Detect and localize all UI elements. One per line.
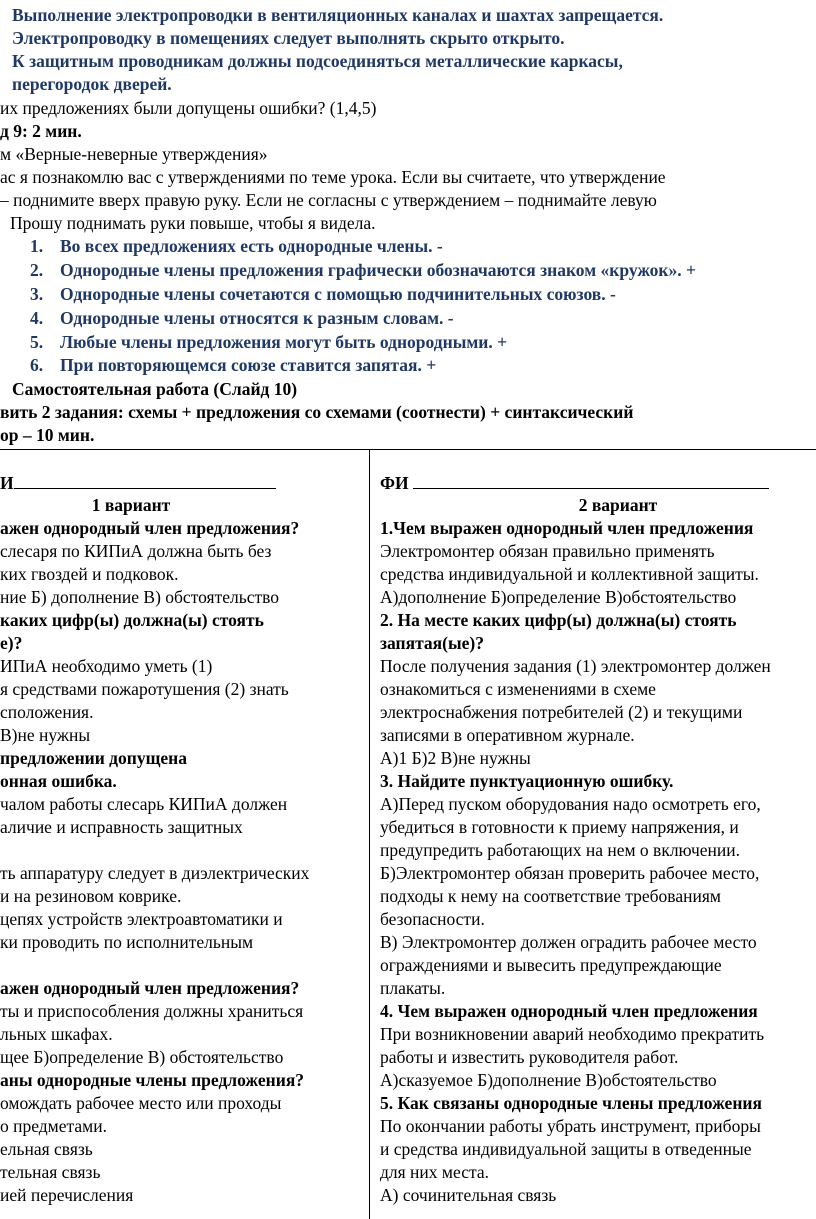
statement-item: [30, 354, 436, 377]
left-column-line: чалом работы слесарь КИПиА должен: [0, 794, 288, 814]
left-column-line: о предметами.: [0, 1116, 107, 1136]
selfwork-heading: Самостоятельная работа (Слайд 10): [12, 379, 298, 399]
statement-item: [30, 259, 696, 282]
statement-number: 3.: [30, 284, 44, 304]
right-column-line: средства индивидуальной и коллективной защиты.: [380, 564, 759, 584]
table-column-divider: [369, 449, 370, 1219]
right-variant-title: 2 вариант: [578, 495, 658, 515]
right-column-line: предупредить работающих на нем о включении.: [380, 840, 740, 860]
right-column-line: убедиться в готовности к приему напряжения, и: [380, 817, 739, 837]
right-column-line: подходы к нему на соответствие требованиям: [380, 886, 721, 906]
warning-line-1: Выполнение электропроводки в вентиляционных каналах и шахтах запрещается.: [12, 5, 664, 25]
left-column-line: сположения.: [0, 702, 94, 722]
left-column-line: аличие и исправность защитных: [0, 817, 243, 837]
right-column-line: плакаты.: [380, 978, 446, 998]
left-column-line: и на резиновом коврике.: [0, 886, 182, 906]
left-fi-text: И: [0, 473, 14, 493]
left-column-line: ние Б) дополнение В) обстоятельство: [0, 587, 280, 607]
right-column-line: 2. На месте каких цифр(ы) должна(ы) стоять: [380, 610, 737, 630]
question-line: их предложениях были допущены ошибки? (1,4,5): [0, 98, 377, 118]
right-column-line: ограждениями и вывесить предупреждающие: [380, 955, 722, 975]
statement-number: 6.: [30, 355, 44, 375]
left-column-line: ией перечисления: [0, 1185, 134, 1205]
table-top-border: [0, 449, 816, 450]
left-column-line: льных шкафах.: [0, 1024, 113, 1044]
instruction-line-3: Прошу поднимать руки повыше, чтобы я видела.: [10, 213, 376, 233]
left-column-line: каких цифр(ы) должна(ы) стоять: [0, 610, 264, 630]
statement-text: Однородные члены предложения графически обозначаются знаком «кружок». +: [60, 260, 696, 280]
left-column-line: ких гвоздей и подковок.: [0, 564, 179, 584]
warning-line-3: К защитным проводникам должны подсоединяться металлические каркасы,: [12, 51, 623, 71]
statement-item: [30, 331, 507, 354]
statement-item: [30, 307, 454, 330]
left-column-line: ки проводить по исполнительным: [0, 932, 254, 952]
statement-text: Во всех предложениях есть однородные члены. -: [60, 236, 443, 256]
left-column-line: ельная связь: [0, 1139, 93, 1159]
right-fi-label: [380, 472, 769, 495]
statement-item: [30, 235, 443, 258]
instruction-line-2: – поднимите вверх правую руку. Если не согласны с утверждением – поднимайте левую: [0, 190, 657, 210]
statement-text: Любые члены предложения могут быть однородными. +: [60, 332, 508, 352]
left-column-line: ажен однородный член предложения?: [0, 518, 300, 538]
left-column-line: ажен однородный член предложения?: [0, 978, 300, 998]
right-column-line: После получения задания (1) электромонтер должен: [380, 656, 771, 676]
warning-line-4: перегородок дверей.: [12, 74, 172, 94]
statement-text: Однородные члены относятся к разным словам. -: [60, 308, 454, 328]
left-column-line: ИПиА необходимо уметь (1): [0, 656, 213, 676]
right-column-line: электроснабжения потребителей (2) и текущими: [380, 702, 743, 722]
left-fi-underline: [14, 474, 276, 489]
statement-number: 2.: [30, 260, 44, 280]
right-column-line: безопасности.: [380, 909, 485, 929]
right-column-line: А) сочинительная связь: [380, 1185, 557, 1205]
left-column-line: омождать рабочее место или проходы: [0, 1093, 282, 1113]
left-column-line: ть аппаратуру следует в диэлектрических: [0, 863, 310, 883]
right-column-line: для них места.: [380, 1162, 489, 1182]
left-column-line: цепях устройств электроавтоматики и: [0, 909, 283, 929]
statement-text: При повторяющемся союзе ставится запятая. +: [60, 355, 437, 375]
right-column-line: 5. Как связаны однородные члены предложения: [380, 1093, 762, 1113]
right-fi-text: ФИ: [380, 473, 409, 493]
right-column-line: А)Перед пуском оборудования надо осмотреть его,: [380, 794, 761, 814]
left-column-line: В)не нужны: [0, 725, 91, 745]
right-column-line: 3. Найдите пунктуационную ошибку.: [380, 771, 674, 791]
right-column-line: А)сказуемое Б)дополнение В)обстоятельство: [380, 1070, 717, 1090]
left-column-line: ты и приспособления должны храниться: [0, 1001, 304, 1021]
left-column-line: предложении допущена: [0, 748, 187, 768]
right-column-line: Б)Электромонтер обязан проверить рабочее место,: [380, 863, 760, 883]
right-column-line: работы и известить руководителя работ.: [380, 1047, 679, 1067]
instruction-line-1: ас я познакомлю вас с утверждениями по теме урока. Если вы считаете, что утверждение: [0, 167, 666, 187]
right-column-line: и средства индивидуальной защиты в отведенные: [380, 1139, 752, 1159]
slide9-heading: д 9: 2 мин.: [0, 121, 82, 141]
left-column-line: слесаря по КИПиА должна быть без: [0, 541, 272, 561]
statement-item: [30, 283, 616, 306]
right-column-line: 4. Чем выражен однородный член предложения: [380, 1001, 758, 1021]
right-column-line: По окончании работы убрать инструмент, приборы: [380, 1116, 761, 1136]
task-line-2: ор – 10 мин.: [0, 425, 95, 445]
warning-line-2: Электропроводку в помещениях следует выполнять скрыто открыто.: [12, 28, 565, 48]
right-fi-underline: [413, 474, 769, 489]
right-column-line: записями в оперативном журнале.: [380, 725, 635, 745]
left-column-line: щее Б)определение В) обстоятельство: [0, 1047, 284, 1067]
right-column-line: запятая(ые)?: [380, 633, 484, 653]
statement-number: 1.: [30, 236, 44, 256]
right-column-line: А)1 Б)2 В)не нужны: [380, 748, 531, 768]
left-column-line: онная ошибка.: [0, 771, 117, 791]
left-column-line: е)?: [0, 633, 23, 653]
left-column-line: аны однородные члены предложения?: [0, 1070, 305, 1090]
right-column-line: Электромонтер обязан правильно применять: [380, 541, 715, 561]
left-fi-label: [0, 472, 276, 495]
right-column-line: 1.Чем выражен однородный член предложения: [380, 518, 754, 538]
right-column-line: При возникновении аварий необходимо прекратить: [380, 1024, 765, 1044]
game-title: м «Верные-неверные утверждения»: [0, 144, 268, 164]
right-column-line: ознакомиться с изменениями в схеме: [380, 679, 656, 699]
right-column-line: А)дополнение Б)определение В)обстоятельство: [380, 587, 737, 607]
left-variant-title: 1 вариант: [91, 495, 171, 515]
task-line-1: вить 2 задания: схемы + предложения со схемами (соотнести) + синтаксический: [0, 402, 634, 422]
statement-number: 4.: [30, 308, 44, 328]
right-column-line: В) Электромонтер должен оградить рабочее место: [380, 932, 757, 952]
left-column-line: тельная связь: [0, 1162, 101, 1182]
statement-number: 5.: [30, 332, 44, 352]
statement-text: Однородные члены сочетаются с помощью подчинительных союзов. -: [60, 284, 616, 304]
left-column-line: я средствами пожаротушения (2) знать: [0, 679, 289, 699]
